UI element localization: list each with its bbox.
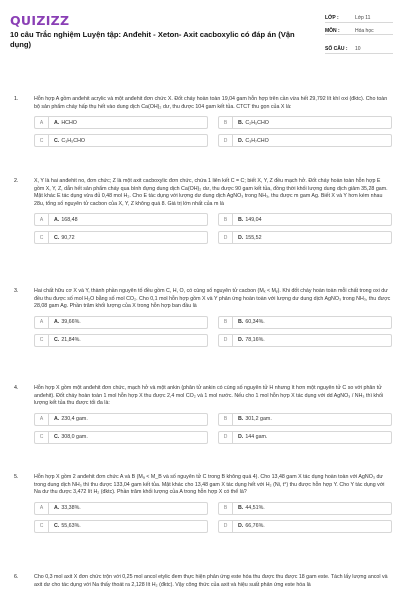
option-text: 144 gam. [245, 434, 268, 440]
option-answer-label: D. [238, 337, 244, 343]
option-answer-label: A. [54, 416, 60, 422]
option-answer-label: B. [238, 319, 244, 325]
meta-class-row [325, 12, 393, 23]
question-text: Hỗn hợp X gồm một anđehit đơn chức, mạch hở và một ankin (phân tử ankin có cùng số nguyên tử H nhưng ít hơn một nguyên tử C so với phân tử anđehit). Đốt cháy hoàn toàn 1 mol hỗn hợp X thu được 2,4 mol CO₂ và 1 mol nước. Nếu cho 1 mol hỗn hợp X tác dụng với dd AgNO₃ / NH₃ thì khối lượng kết tủa thu được tối đa là: [34, 385, 384, 406]
option-letter: B [219, 503, 233, 514]
meta-count-row [325, 43, 393, 54]
meta-count-label: SỐ CÂU : [325, 46, 348, 52]
question-number: 6. [14, 574, 19, 580]
option-text: 60,34%. [245, 319, 265, 325]
answer-options [34, 213, 392, 244]
option-text: C₂H₅CHO [245, 119, 269, 126]
option-answer-label: C. [54, 434, 60, 440]
question-number: 3. [14, 288, 19, 294]
meta-subject-row [325, 25, 393, 36]
option-c[interactable] [34, 231, 208, 244]
question-number: 5. [14, 474, 19, 480]
option-d[interactable] [218, 520, 392, 533]
option-text: 33,38%. [61, 505, 81, 511]
option-letter: D [219, 135, 233, 146]
option-text: 66,76%. [245, 523, 265, 529]
option-text: 149,04 [245, 216, 262, 223]
option-text: 308,0 gam. [61, 434, 88, 440]
option-answer-label: D. [238, 137, 244, 144]
option-letter: B [219, 414, 233, 425]
option-c[interactable] [34, 431, 208, 444]
option-c[interactable] [34, 334, 208, 347]
option-b[interactable] [218, 502, 392, 515]
option-d[interactable] [218, 334, 392, 347]
option-d[interactable] [218, 431, 392, 444]
answer-options [34, 116, 392, 147]
meta-class-value: Lớp 11 [355, 15, 371, 21]
meta-subject-label: MÔN : [325, 27, 340, 34]
option-answer-label: A. [54, 505, 60, 511]
option-answer-label: A. [54, 119, 60, 126]
option-text: C₃H₇CHO [245, 137, 269, 144]
option-text: 90,72 [61, 234, 75, 241]
option-text: 155,52 [245, 234, 262, 241]
option-d[interactable] [218, 134, 392, 147]
option-c[interactable] [34, 520, 208, 533]
question-4 [10, 385, 392, 444]
option-answer-label: D. [238, 434, 244, 440]
question-number: 1. [14, 96, 19, 102]
option-a[interactable] [34, 213, 208, 226]
option-answer-label: A. [54, 216, 60, 223]
question-text: Hỗn hợp A gồm anđehit acrylic và một anđehit đơn chức X. Đốt cháy hoàn toàn 19,04 gam hỗn hợp trên cần vừa hết 29,792 lít khí oxi (đktc). Cho toàn bộ sản phẩm cháy hấp thụ hết vào dung dịch Ca(OH)₂ dư, thu được 104 gam kết tủa. CTCT thu gọn của X là: [34, 96, 388, 110]
question-number: 2. [14, 178, 19, 184]
option-letter: B [219, 317, 233, 328]
question-text: Hai chất hữu cơ X và Y, thành phần nguyên tố đều gồm C, H, O, có cùng số nguyên tử cacbon (Mₓ < Mᵧ). Khi đốt cháy hoàn toàn mỗi chất trong oxi dư đều thu được số mol H₂O bằng số mol CO₂. Cho 0,1 mol hỗn hợp gồm X và Y phản ứng hoàn toàn với lượng dư dung dịch AgNO₃ trong NH₃, thu được 28,08 gam Ag. Phần trăm khối lượng của X trong hỗn hợp ban đầu là [34, 288, 391, 309]
option-answer-label: B. [238, 416, 244, 422]
option-letter: A [35, 117, 49, 128]
option-answer-label: C. [54, 137, 60, 144]
question-2 [10, 178, 392, 244]
option-letter: D [219, 232, 233, 243]
page-title: 10 câu Trắc nghiệm Luyện tập: Anđehit - Xeton- Axit cacboxylic có đáp án (Vận dụng) [10, 30, 295, 49]
option-answer-label: B. [238, 216, 244, 223]
option-text: HCHO [61, 119, 77, 126]
option-answer-label: B. [238, 505, 244, 511]
option-answer-label: C. [54, 523, 60, 529]
option-text: 39,66%. [61, 319, 81, 325]
option-letter: A [35, 317, 49, 328]
option-text: 230,4 gam. [61, 416, 88, 422]
option-letter: C [35, 135, 49, 146]
option-letter: A [35, 214, 49, 225]
option-text: 78,16%. [245, 337, 265, 343]
option-letter: A [35, 503, 49, 514]
meta-class-label: LỚP : [325, 15, 339, 21]
answer-options [34, 316, 392, 347]
option-letter: C [35, 335, 49, 346]
option-c[interactable] [34, 134, 208, 147]
option-letter: B [219, 214, 233, 225]
option-letter: C [35, 521, 49, 532]
option-b[interactable] [218, 213, 392, 226]
option-text: C₃H₅CHO [61, 137, 86, 144]
option-b[interactable] [218, 116, 392, 129]
option-b[interactable] [218, 316, 392, 329]
option-letter: C [35, 232, 49, 243]
option-answer-label: A. [54, 319, 60, 325]
option-letter: D [219, 335, 233, 346]
option-text: 168,48 [61, 216, 78, 223]
question-text: X, Y là hai anđehit no, đơn chức; Z là một axit cacboxylic đơn chức, chứa 1 liên kết C = C; biết X, Y, Z đều mạch hở. Đốt cháy hoàn toàn hỗn hợp E gồm X, Y, Z, dẫn hết sản phẩm cháy qua bình đựng dung dịch Ca(OH)₂ dư, thu được 90 gam kết tủa, đồng thời khối lượng dung dịch giảm 35,28 gam. Mặt khác E tác dụng vừa đủ 0,48 mol H₂. Cho E tác dụng với lượng dư dung dịch AgNO₃ trong NH₃, thu được m gam Ag. Biết X và Y hơn kém nhau 28u, tổng số nguyên tử cacbon của X, Y, Z không quá 8. Giá trị lớn nhất của m là [34, 178, 388, 207]
option-b[interactable] [218, 413, 392, 426]
question-5 [10, 474, 392, 533]
option-letter: B [219, 117, 233, 128]
option-answer-label: D. [238, 234, 244, 241]
option-letter: A [35, 414, 49, 425]
meta-count-value: 10 [355, 46, 361, 52]
option-a[interactable] [34, 316, 208, 329]
option-letter: C [35, 432, 49, 443]
option-text: 44,51%. [245, 505, 265, 511]
option-letter: D [219, 432, 233, 443]
question-3 [10, 288, 392, 347]
worksheet-meta [325, 12, 393, 54]
option-d[interactable] [218, 231, 392, 244]
option-text: 21,84%. [61, 337, 81, 343]
option-a[interactable] [34, 413, 208, 426]
meta-subject-value: Hóa học [355, 27, 374, 34]
option-a[interactable] [34, 502, 208, 515]
option-answer-label: C. [54, 337, 60, 343]
question-number: 4. [14, 385, 19, 391]
answer-options [34, 502, 392, 533]
option-answer-label: C. [54, 234, 60, 241]
question-6 [10, 574, 392, 589]
option-letter: D [219, 521, 233, 532]
option-text: 55,63%. [61, 523, 81, 529]
option-answer-label: B. [238, 119, 244, 126]
option-a[interactable] [34, 116, 208, 129]
answer-options [34, 413, 392, 444]
question-text: Cho 0,3 mol axit X đơn chức trộn với 0,25 mol ancol etylic đem thực hiện phản ứng este hóa thu được thu được 18 gam este. Tách lấy lượng ancol và axit dư cho tác dụng với Na thấy thoát ra 2,128 lít H₂ (đktc). Vậy công thức của axit và hiệu suất phản ứng este hóa là [34, 574, 388, 588]
question-1 [10, 96, 392, 147]
question-text: Hỗn hợp X gồm 2 anđehit đơn chức A và B (Mₐ < M_B và số nguyên tử C trong B không quá 4). Cho 13,48 gam X tác dụng hoàn toàn với AgNO₃ dư trong dung dịch NH₃ thì thu được 133,04 gam kết tủa. Mặt khác cho 13,48 gam X tác dụng hết với H₂ (Ni, t°) thu được hỗn hợp Y. Cho Y tác dụng với Na dư thu được 3,472 lít H₂ (đktc). Phần trăm khối lượng của A trong hỗn hợp X có thể là? [34, 474, 385, 495]
option-text: 301,2 gam. [245, 416, 272, 422]
quizizz-logo: QUIZIZZ [10, 13, 70, 28]
option-answer-label: D. [238, 523, 244, 529]
